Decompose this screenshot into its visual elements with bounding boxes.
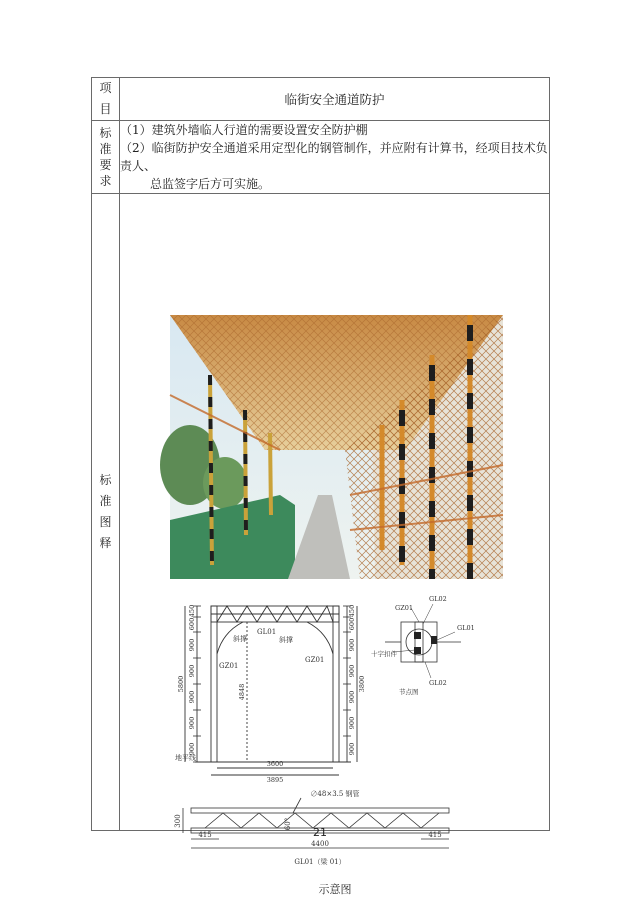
right-dim: 900 xyxy=(348,742,356,756)
node-gl01: GL01 xyxy=(457,624,475,632)
ground-label: 地平线 xyxy=(175,754,196,762)
gz01-left-label: GZ01 xyxy=(219,662,239,670)
right-dim: 900 xyxy=(348,690,356,704)
height-total: 5800 xyxy=(177,675,185,693)
brace-right-label: 斜撑 xyxy=(279,636,293,644)
truss-total: 4400 xyxy=(311,840,329,848)
height-right: 3800 xyxy=(358,675,366,693)
figure-row xyxy=(92,194,550,831)
right-dim: 900 xyxy=(348,638,356,652)
figure-label-char: 标 xyxy=(99,473,112,487)
truss-left-dim: 415 xyxy=(198,831,212,839)
figure-label-char: 准 xyxy=(99,494,112,508)
truss-height: 300 xyxy=(174,814,182,828)
right-dim: 450 xyxy=(348,604,356,618)
requirement-row xyxy=(92,121,550,194)
node-gl02-top: GL02 xyxy=(429,595,447,603)
requirement-text xyxy=(120,121,550,194)
title-row xyxy=(92,78,550,121)
outer-width: 3895 xyxy=(266,776,284,784)
left-dim: 450 xyxy=(188,604,196,618)
figure-label-cell xyxy=(92,194,120,831)
gz01-right-label: GZ01 xyxy=(305,656,325,664)
brace-left-label: 斜撑 xyxy=(233,635,247,643)
left-dim: 900 xyxy=(188,664,196,678)
requirement-label-char: 准 xyxy=(99,142,112,156)
requirement-item-2-continued: 总监签字后方可实施。 xyxy=(150,177,271,191)
right-dim: 900 xyxy=(348,664,356,678)
node-title: 节点图 xyxy=(399,688,419,696)
right-dim: 600 xyxy=(348,617,356,631)
truss-title: GL01（梁 01） xyxy=(294,858,346,866)
requirement-label-char: 标 xyxy=(99,126,112,140)
gl01-label: GL01 xyxy=(257,628,277,636)
item-label-char: 目 xyxy=(99,102,112,116)
walkway-photo xyxy=(170,315,503,579)
requirement-item-1: （1）建筑外墙临人行道的需要设置安全防护棚 xyxy=(120,123,368,137)
left-dim: 900 xyxy=(188,690,196,704)
truss-right-dim: 415 xyxy=(428,831,442,839)
inner-width: 3600 xyxy=(266,760,284,768)
requirement-label-char: 求 xyxy=(99,174,112,188)
truss-pipe: ∅48×3.5 钢管 xyxy=(310,790,360,798)
inner-height: 4848 xyxy=(238,683,246,701)
figure-label-char: 图 xyxy=(99,515,112,529)
requirement-item-2: （2）临街防护安全通道采用定型化的钢管制作，并应附有计算书，经项目技术负责人、 xyxy=(120,141,548,173)
node-gz01: GZ01 xyxy=(395,604,413,612)
left-dim: 600 xyxy=(188,617,196,631)
item-label-cell xyxy=(92,78,120,121)
requirement-label-char: 要 xyxy=(99,158,112,172)
figure-label-char: 释 xyxy=(99,536,112,550)
figure-caption: 示意图 xyxy=(318,883,352,896)
right-dim: 900 xyxy=(348,716,356,730)
item-label-char: 项 xyxy=(99,81,112,95)
page-number: 21 xyxy=(313,826,327,839)
node-gl02-bottom: GL02 xyxy=(429,679,447,687)
requirement-label-cell xyxy=(92,121,120,194)
node-detail xyxy=(371,595,475,696)
left-dim: 900 xyxy=(188,638,196,652)
left-dim: 900 xyxy=(188,716,196,730)
node-coupler: 十字扣件 xyxy=(371,650,397,658)
left-dim: 900 xyxy=(188,742,196,756)
item-title: 临街安全通道防护 xyxy=(120,78,550,121)
truss-angle: 60° xyxy=(284,817,292,831)
